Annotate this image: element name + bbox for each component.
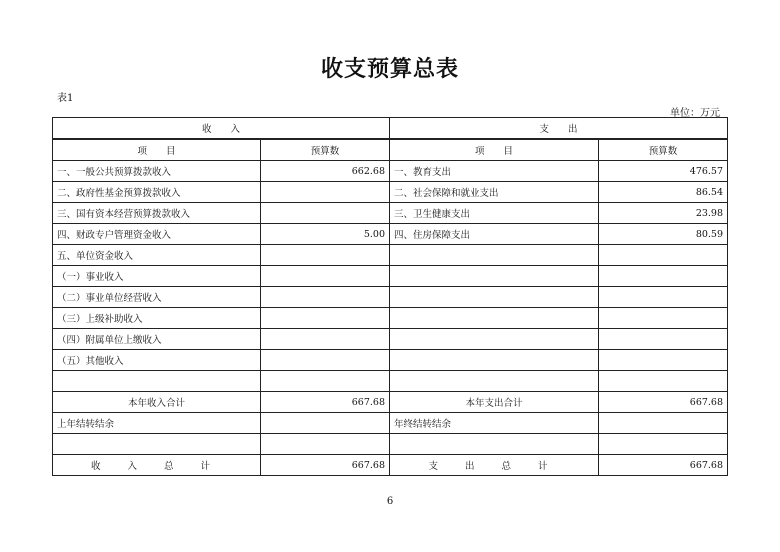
table-number: 表1 bbox=[57, 93, 74, 104]
expense-amount: 86.54 bbox=[599, 182, 728, 203]
year-end-carryover-label: 年终结转结余 bbox=[390, 413, 599, 434]
income-amount: 5.00 bbox=[261, 224, 390, 245]
income-amount bbox=[261, 245, 390, 266]
expense-amount bbox=[599, 329, 728, 350]
income-item-header: 项 目 bbox=[53, 139, 261, 161]
income-grand-total-label: 收 入 总 计 bbox=[53, 455, 261, 476]
table-row bbox=[53, 266, 728, 287]
table-row bbox=[53, 224, 728, 245]
blank-cell bbox=[599, 434, 728, 455]
page-title: 收支预算总表 bbox=[320, 57, 459, 82]
header-row bbox=[53, 118, 728, 140]
expense-item bbox=[390, 308, 599, 329]
income-grand-total-amount: 667.68 bbox=[261, 455, 390, 476]
carryover-row bbox=[53, 413, 728, 434]
expense-amount bbox=[599, 308, 728, 329]
unit-label: 单位：万元 bbox=[670, 108, 720, 119]
expense-amount: 476.57 bbox=[599, 161, 728, 182]
budget-summary-table bbox=[52, 117, 728, 476]
expense-grand-total-label: 支 出 总 计 bbox=[390, 455, 599, 476]
table-row bbox=[53, 203, 728, 224]
grand-total-row bbox=[53, 455, 728, 476]
expense-amount-header: 预算数 bbox=[599, 139, 728, 161]
income-item: 三、国有资本经营预算拨款收入 bbox=[53, 203, 261, 224]
expense-item bbox=[390, 371, 599, 392]
income-amount bbox=[261, 287, 390, 308]
expense-item bbox=[390, 287, 599, 308]
blank-cell bbox=[53, 434, 261, 455]
table-row bbox=[53, 371, 728, 392]
income-amount bbox=[261, 266, 390, 287]
expense-item bbox=[390, 350, 599, 371]
income-item: 一、一般公共预算拨款收入 bbox=[53, 161, 261, 182]
income-item: 五、单位资金收入 bbox=[53, 245, 261, 266]
table-row bbox=[53, 161, 728, 182]
blank-cell bbox=[261, 434, 390, 455]
table-row bbox=[53, 182, 728, 203]
income-item: （四）附属单位上缴收入 bbox=[53, 329, 261, 350]
prior-year-carryover-label: 上年结转结余 bbox=[53, 413, 261, 434]
expense-amount bbox=[599, 350, 728, 371]
income-amount bbox=[261, 182, 390, 203]
expense-item bbox=[390, 329, 599, 350]
income-amount bbox=[261, 308, 390, 329]
expense-header: 支 出 bbox=[390, 118, 728, 140]
expense-amount: 23.98 bbox=[599, 203, 728, 224]
income-amount bbox=[261, 203, 390, 224]
income-amount-header: 预算数 bbox=[261, 139, 390, 161]
subheader-row bbox=[53, 139, 728, 161]
expense-item: 一、教育支出 bbox=[390, 161, 599, 182]
income-amount bbox=[261, 329, 390, 350]
expense-amount bbox=[599, 266, 728, 287]
income-item: （五）其他收入 bbox=[53, 350, 261, 371]
table-row bbox=[53, 245, 728, 266]
income-amount bbox=[261, 371, 390, 392]
year-total-row bbox=[53, 392, 728, 413]
expense-amount bbox=[599, 371, 728, 392]
income-item: （一）事业收入 bbox=[53, 266, 261, 287]
income-item: 四、财政专户管理资金收入 bbox=[53, 224, 261, 245]
income-item: 二、政府性基金预算拨款收入 bbox=[53, 182, 261, 203]
expense-amount: 80.59 bbox=[599, 224, 728, 245]
expense-item bbox=[390, 245, 599, 266]
income-header: 收 入 bbox=[53, 118, 390, 140]
expense-item: 二、社会保障和就业支出 bbox=[390, 182, 599, 203]
year-expense-total-amount: 667.68 bbox=[599, 392, 728, 413]
income-item bbox=[53, 371, 261, 392]
year-expense-total-label: 本年支出合计 bbox=[390, 392, 599, 413]
income-item: （三）上级补助收入 bbox=[53, 308, 261, 329]
expense-item: 三、卫生健康支出 bbox=[390, 203, 599, 224]
expense-item: 四、住房保障支出 bbox=[390, 224, 599, 245]
expense-amount bbox=[599, 287, 728, 308]
table-row bbox=[53, 308, 728, 329]
expense-grand-total-amount: 667.68 bbox=[599, 455, 728, 476]
page-number: 6 bbox=[386, 496, 394, 507]
income-amount bbox=[261, 350, 390, 371]
table-row bbox=[53, 350, 728, 371]
table-row bbox=[53, 287, 728, 308]
income-amount: 662.68 bbox=[261, 161, 390, 182]
table-row bbox=[53, 329, 728, 350]
year-income-total-amount: 667.68 bbox=[261, 392, 390, 413]
year-income-total-label: 本年收入合计 bbox=[53, 392, 261, 413]
year-end-carryover-amount bbox=[599, 413, 728, 434]
prior-year-carryover-amount bbox=[261, 413, 390, 434]
blank-row bbox=[53, 434, 728, 455]
expense-amount bbox=[599, 245, 728, 266]
expense-item-header: 项 目 bbox=[390, 139, 599, 161]
income-item: （二）事业单位经营收入 bbox=[53, 287, 261, 308]
blank-cell bbox=[390, 434, 599, 455]
expense-item bbox=[390, 266, 599, 287]
